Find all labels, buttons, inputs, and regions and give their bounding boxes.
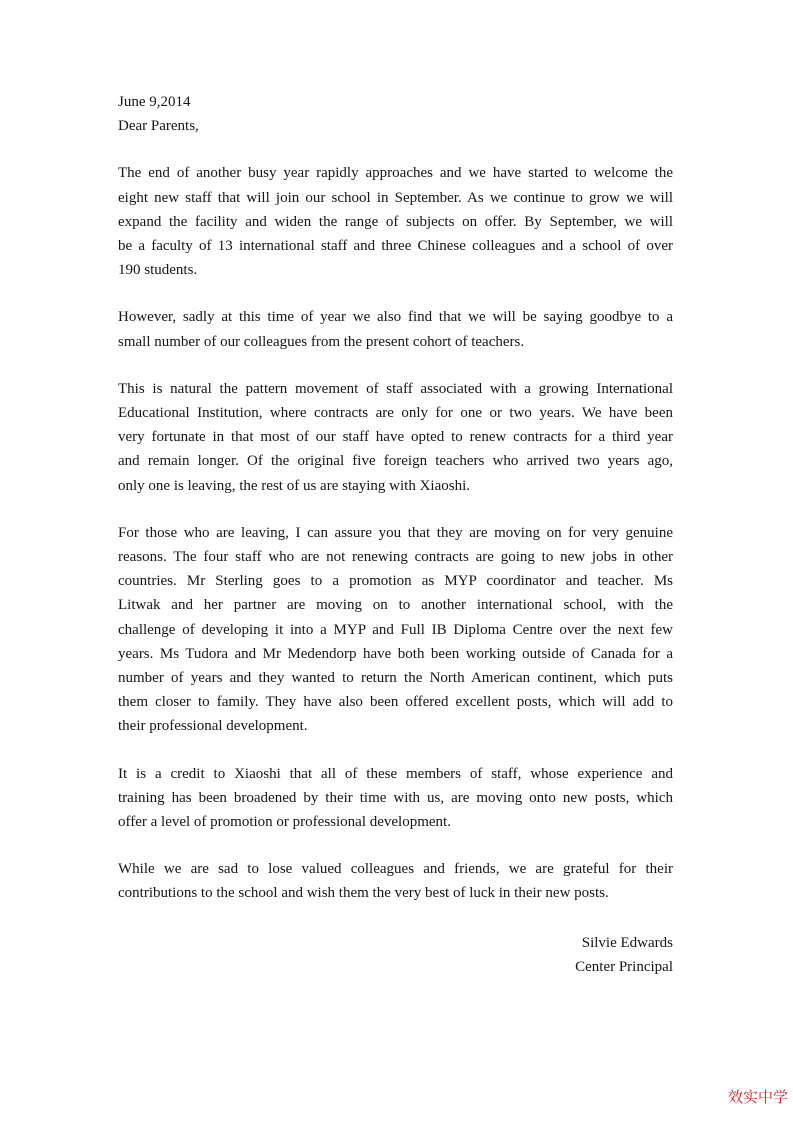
signature-block (118, 931, 673, 979)
text-line: contributions to the school and wish them the very best of luck in their new posts. (118, 885, 609, 902)
letter-salutation: Dear Parents, (118, 118, 199, 135)
paragraph-farewell (118, 857, 673, 905)
text-line: expand the facility and widen the range of subjects on offer. By September, we will (118, 213, 673, 230)
paragraph-staff-movement (118, 377, 673, 498)
text-line: It is a credit to Xiaoshi that all of these members of staff, whose experience and (118, 765, 673, 782)
paragraph-saying-goodbye (118, 305, 673, 353)
signature-title: Center Principal (575, 958, 673, 975)
letter-date: June 9,2014 (118, 94, 191, 110)
text-line: and remain longer. Of the original five foreign teachers who arrived two years ago, (118, 453, 673, 470)
text-line: reasons. The four staff who are not renewing contracts are going to new jobs in other (118, 549, 673, 566)
text-line: However, sadly at this time of year we also find that we will be saying goodbye to a (118, 309, 673, 326)
text-line: small number of our colleagues from the present cohort of teachers. (118, 333, 525, 350)
text-line: years. Ms Tudora and Mr Medendorp have both been working outside of Canada for a (118, 645, 673, 662)
text-line: 190 students. (118, 262, 198, 279)
text-line: The end of another busy year rapidly approaches and we have started to welcome the (118, 165, 673, 182)
text-line: While we are sad to lose valued colleagues and friends, we are grateful for their (118, 861, 673, 878)
text-line: Educational Institution, where contracts are only for one or two years. We have been (118, 405, 673, 422)
paragraph-credit-to-xiaoshi (118, 762, 673, 835)
text-line: their professional development. (118, 718, 308, 735)
paragraph-welcome-new-staff (118, 161, 673, 282)
text-line: eight new staff that will join our school in September. As we continue to grow we will (118, 189, 673, 206)
text-line: countries. Mr Sterling goes to a promotion as MYP coordinator and teacher. Ms (118, 573, 673, 590)
text-line: offer a level of promotion or professional development. (118, 814, 451, 831)
school-watermark: 效实中学 (727, 1087, 788, 1106)
text-line: For those who are leaving, I can assure you that they are moving on for very genuine (118, 524, 673, 541)
text-line: number of years and they wanted to return the North American continent, which puts (118, 670, 673, 687)
text-line: be a faculty of 13 international staff and three Chinese colleagues and a school of over (118, 238, 673, 255)
signature-name: Silvie Edwards (581, 934, 673, 951)
text-line: only one is leaving, the rest of us are staying with Xiaoshi. (118, 477, 471, 494)
text-line: Litwak and her partner are moving on to another international school, with the (118, 597, 673, 614)
text-line: training has been broadened by their time with us, are moving onto new posts, which (118, 789, 673, 806)
text-line: them closer to family. They have also been offered excellent posts, which will add to (118, 694, 673, 711)
text-line: challenge of developing it into a MYP and Full IB Diploma Centre over the next few (118, 621, 673, 638)
text-line: This is natural the pattern movement of staff associated with a growing International (118, 380, 673, 397)
text-line: very fortunate in that most of our staff have opted to renew contracts for a third year (118, 429, 673, 446)
paragraph-leaving-reasons (118, 521, 673, 739)
